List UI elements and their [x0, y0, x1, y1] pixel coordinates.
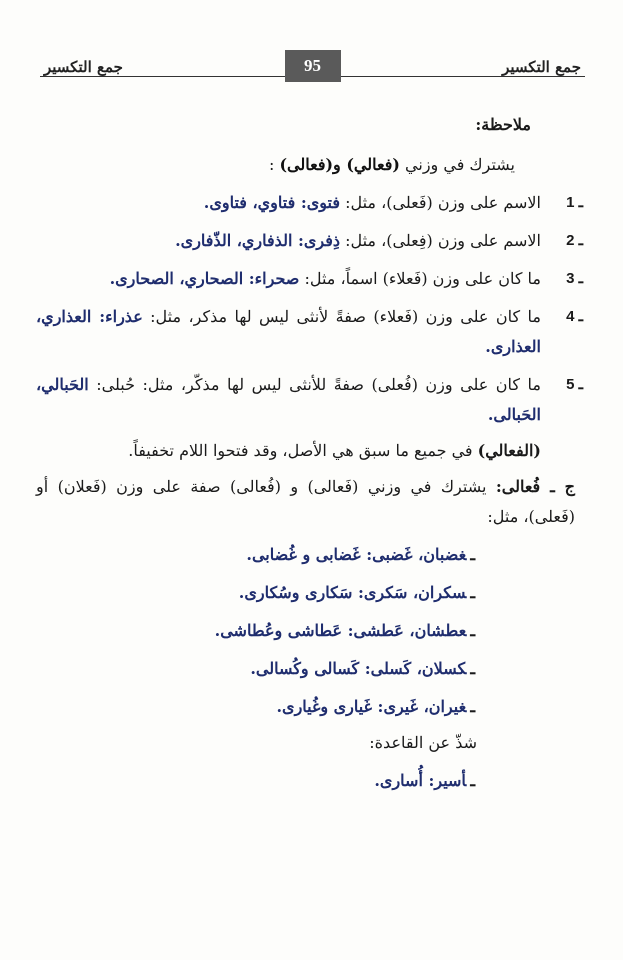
example-dash: ـ	[470, 659, 475, 678]
example-dash: ـ	[470, 697, 475, 716]
example-text: غيران، غَيرى: غَيارى وغُيارى.	[276, 697, 467, 716]
original-note-bold: (الفعالي)	[477, 441, 541, 460]
item-examples: ذِفرى: الذفاري، الذّفارى.	[175, 231, 340, 250]
header-title-left: جمع التكسير	[40, 58, 127, 76]
item-number: 1 ـ	[566, 194, 583, 211]
note-intro-suffix: :	[268, 155, 280, 174]
header-title-right: جمع التكسير	[498, 58, 585, 76]
exception-text: أسير: أُسارى.	[374, 771, 467, 790]
list-item	[36, 370, 583, 430]
example-text: سكران، سَكرى: سَكارى وسُكارى.	[238, 583, 467, 602]
item-text: الاسم على وزن (فَعلى)، مثل:	[340, 193, 541, 212]
item-text: ما كان على وزن (فَعلاء) اسماً، مثل:	[299, 269, 541, 288]
example-text: عطشان، عَطشى: عَطاشى وعُطاشى.	[214, 621, 467, 640]
original-note-text: في جميع ما سبق هي الأصل، وقد فتحوا اللام تخفيفاً.	[128, 441, 478, 460]
note-intro-forms: (فعالي) و(فعالى)	[279, 155, 400, 174]
item-examples: عذراء: العذاري، العذارى.	[36, 307, 541, 356]
note-intro	[36, 150, 515, 180]
example-text: كسلان، كَسلى: كَسالى وكُسالى.	[250, 659, 467, 678]
page-header	[40, 50, 585, 84]
note-intro-prefix: يشترك في وزني	[399, 155, 515, 174]
section-j-text: يشترك في وزني (فَعالى) و (فُعالى) صفة على وزن (فَعلان) أو (فَعلى)، مثل:	[36, 477, 575, 526]
list-item	[36, 226, 583, 256]
example-text: غضبان، غَضبى: غَضابى و غُضابى.	[246, 545, 467, 564]
exception-example	[36, 766, 475, 796]
example-dash: ـ	[470, 583, 475, 602]
example-item	[36, 654, 475, 684]
item-number: 4 ـ	[566, 308, 583, 325]
item-examples: صحراء: الصحاري، الصحارى.	[109, 269, 300, 288]
item-text: الاسم على وزن (فِعلى)، مثل:	[340, 231, 541, 250]
example-item	[36, 578, 475, 608]
page-content	[36, 104, 583, 796]
section-j-label: ج ـ فُعالى:	[495, 477, 576, 496]
item-text: ما كان على وزن (فُعلى) صفةً للأنثى ليس لها مذكّر، مثل: حُبلى:	[88, 375, 541, 394]
item-number: 3 ـ	[566, 270, 583, 287]
list-item	[36, 302, 583, 362]
example-item	[36, 540, 475, 570]
page-number: 95	[285, 50, 341, 82]
exception-title: شذّ عن القاعدة:	[369, 733, 477, 752]
example-dash: ـ	[470, 771, 475, 790]
note-title: ملاحظة:	[475, 115, 531, 134]
example-item	[36, 692, 475, 722]
item-examples: الحَبالي، الحَبالى.	[36, 375, 541, 424]
item-text: ما كان على وزن (فَعلاء) صفةً لأنثى ليس لها مذكر، مثل:	[142, 307, 541, 326]
example-item	[36, 616, 475, 646]
example-dash: ـ	[470, 621, 475, 640]
list-item	[36, 264, 583, 294]
item-number: 2 ـ	[566, 232, 583, 249]
section-j	[36, 472, 575, 532]
original-note	[36, 436, 541, 466]
example-dash: ـ	[470, 545, 475, 564]
item-number: 5 ـ	[566, 376, 583, 393]
list-item	[36, 188, 583, 218]
item-examples: فتوى: فتاوي، فتاوى.	[203, 193, 340, 212]
